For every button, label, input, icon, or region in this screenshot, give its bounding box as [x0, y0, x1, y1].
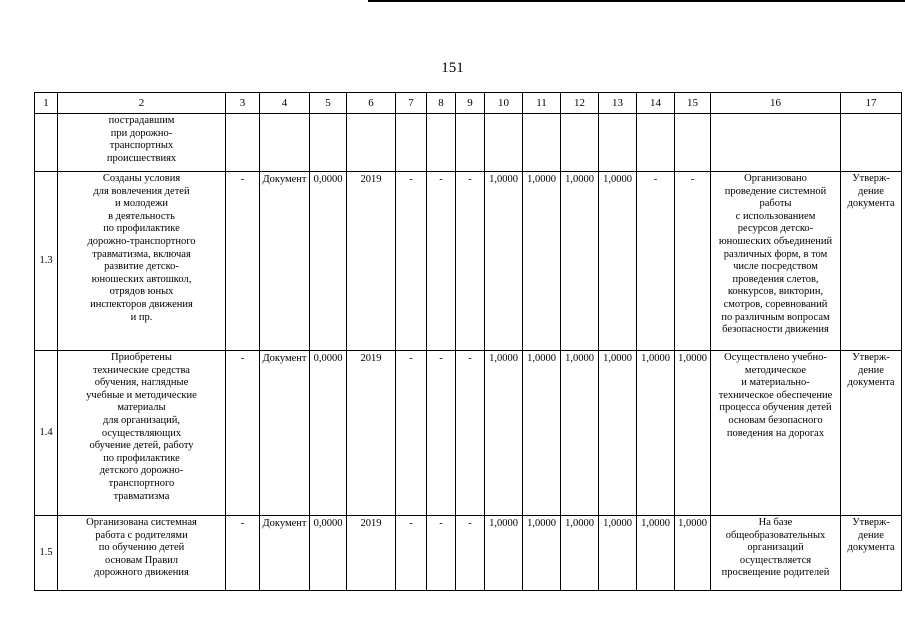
cell-col13: 1,0000: [599, 351, 637, 516]
header-cell: 17: [841, 93, 902, 114]
header-cell: 14: [637, 93, 675, 114]
cell-col14: 1,0000: [637, 516, 675, 591]
header-cell: 5: [310, 93, 347, 114]
cell-col10: 1,0000: [485, 351, 523, 516]
header-cell: 4: [260, 93, 310, 114]
cell-col7: -: [396, 172, 427, 351]
page-number: 151: [441, 60, 464, 76]
cell-col9: -: [456, 351, 485, 516]
cell-col14: 1,0000: [637, 351, 675, 516]
header-cell: 8: [427, 93, 456, 114]
cell-col12: 1,0000: [561, 351, 599, 516]
control-document: Утверж- дение документа: [841, 516, 902, 591]
cell-col11: 1,0000: [523, 351, 561, 516]
cell-col6: 2019: [347, 172, 396, 351]
cell-col3: -: [226, 172, 260, 351]
cell-col8: -: [427, 516, 456, 591]
cell-col9: -: [456, 172, 485, 351]
cell-col5: 0,0000: [310, 516, 347, 591]
result-description: На базе общеобразовательных организаций осуществляется просвещение родителей: [711, 516, 841, 591]
cell-col12: [561, 114, 599, 172]
cell-col6: 2019: [347, 351, 396, 516]
measure-name: пострадавшим при дорожно- транспортных происшествиях: [58, 114, 226, 172]
cell-col12: 1,0000: [561, 172, 599, 351]
cell-col12: 1,0000: [561, 516, 599, 591]
cell-col4: Документ: [260, 172, 310, 351]
control-document: [841, 114, 902, 172]
table-row: [35, 351, 902, 516]
table-row: [35, 172, 902, 351]
header-cell: 9: [456, 93, 485, 114]
table-row: [35, 516, 902, 591]
cell-col9: -: [456, 516, 485, 591]
cell-col5: 0,0000: [310, 172, 347, 351]
top-rule: [368, 0, 905, 2]
row-index: [35, 114, 58, 172]
cell-col5: [310, 114, 347, 172]
measure-name: Созданы условия для вовлечения детей и молодежи в деятельность по профилактике дорожно-транспортного травматизма, включая развитие детско- юношеских автошкол, отрядов юных инспекторов движения и пр.: [58, 172, 226, 351]
control-document: Утверж- дение документа: [841, 172, 902, 351]
cell-col5: 0,0000: [310, 351, 347, 516]
header-cell: 10: [485, 93, 523, 114]
cell-col8: -: [427, 351, 456, 516]
cell-col8: -: [427, 172, 456, 351]
table-row: [35, 114, 902, 172]
header-cell: 12: [561, 93, 599, 114]
cell-col14: [637, 114, 675, 172]
row-index: 1.3: [35, 172, 58, 351]
cell-col13: 1,0000: [599, 516, 637, 591]
header-cell: 3: [226, 93, 260, 114]
header-cell: 2: [58, 93, 226, 114]
measures-table: [34, 92, 902, 591]
header-cell: 11: [523, 93, 561, 114]
cell-col14: -: [637, 172, 675, 351]
measure-name: Организована системная работа с родителями по обучению детей основам Правил дорожного движения: [58, 516, 226, 591]
result-description: [711, 114, 841, 172]
cell-col7: -: [396, 351, 427, 516]
cell-col6: 2019: [347, 516, 396, 591]
cell-col11: [523, 114, 561, 172]
cell-col6: [347, 114, 396, 172]
cell-col8: [427, 114, 456, 172]
cell-col15: 1,0000: [675, 351, 711, 516]
cell-col13: [599, 114, 637, 172]
row-index: 1.5: [35, 516, 58, 591]
cell-col10: [485, 114, 523, 172]
cell-col7: -: [396, 516, 427, 591]
column-number-header-row: [35, 93, 902, 114]
cell-col11: 1,0000: [523, 172, 561, 351]
cell-col11: 1,0000: [523, 516, 561, 591]
cell-col15: [675, 114, 711, 172]
cell-col3: [226, 114, 260, 172]
cell-col10: 1,0000: [485, 172, 523, 351]
cell-col3: -: [226, 516, 260, 591]
row-index: 1.4: [35, 351, 58, 516]
cell-col3: -: [226, 351, 260, 516]
header-cell: 7: [396, 93, 427, 114]
cell-col4: [260, 114, 310, 172]
cell-col7: [396, 114, 427, 172]
cell-col10: 1,0000: [485, 516, 523, 591]
control-document: Утверж- дение документа: [841, 351, 902, 516]
cell-col4: Документ: [260, 351, 310, 516]
header-cell: 16: [711, 93, 841, 114]
header-cell: 13: [599, 93, 637, 114]
result-description: Организовано проведение системной работы с использованием ресурсов детско- юношеских объединений различных форм, в том числе посредством проведения слетов, конкурсов, викторин, смотров, соревнований по различным вопросам безопасности движения: [711, 172, 841, 351]
cell-col13: 1,0000: [599, 172, 637, 351]
measure-name: Приобретены технические средства обучения, наглядные учебные и методические материалы для организаций, осуществляющих обучение детей, работу по профилактике детского дорожно- транспортного травматизма: [58, 351, 226, 516]
cell-col15: 1,0000: [675, 516, 711, 591]
cell-col9: [456, 114, 485, 172]
cell-col15: -: [675, 172, 711, 351]
header-cell: 6: [347, 93, 396, 114]
cell-col4: Документ: [260, 516, 310, 591]
header-cell: 15: [675, 93, 711, 114]
header-cell: 1: [35, 93, 58, 114]
result-description: Осуществлено учебно- методическое и материально- техническое обеспечение процесса обучения детей основам безопасного поведения на дорогах: [711, 351, 841, 516]
